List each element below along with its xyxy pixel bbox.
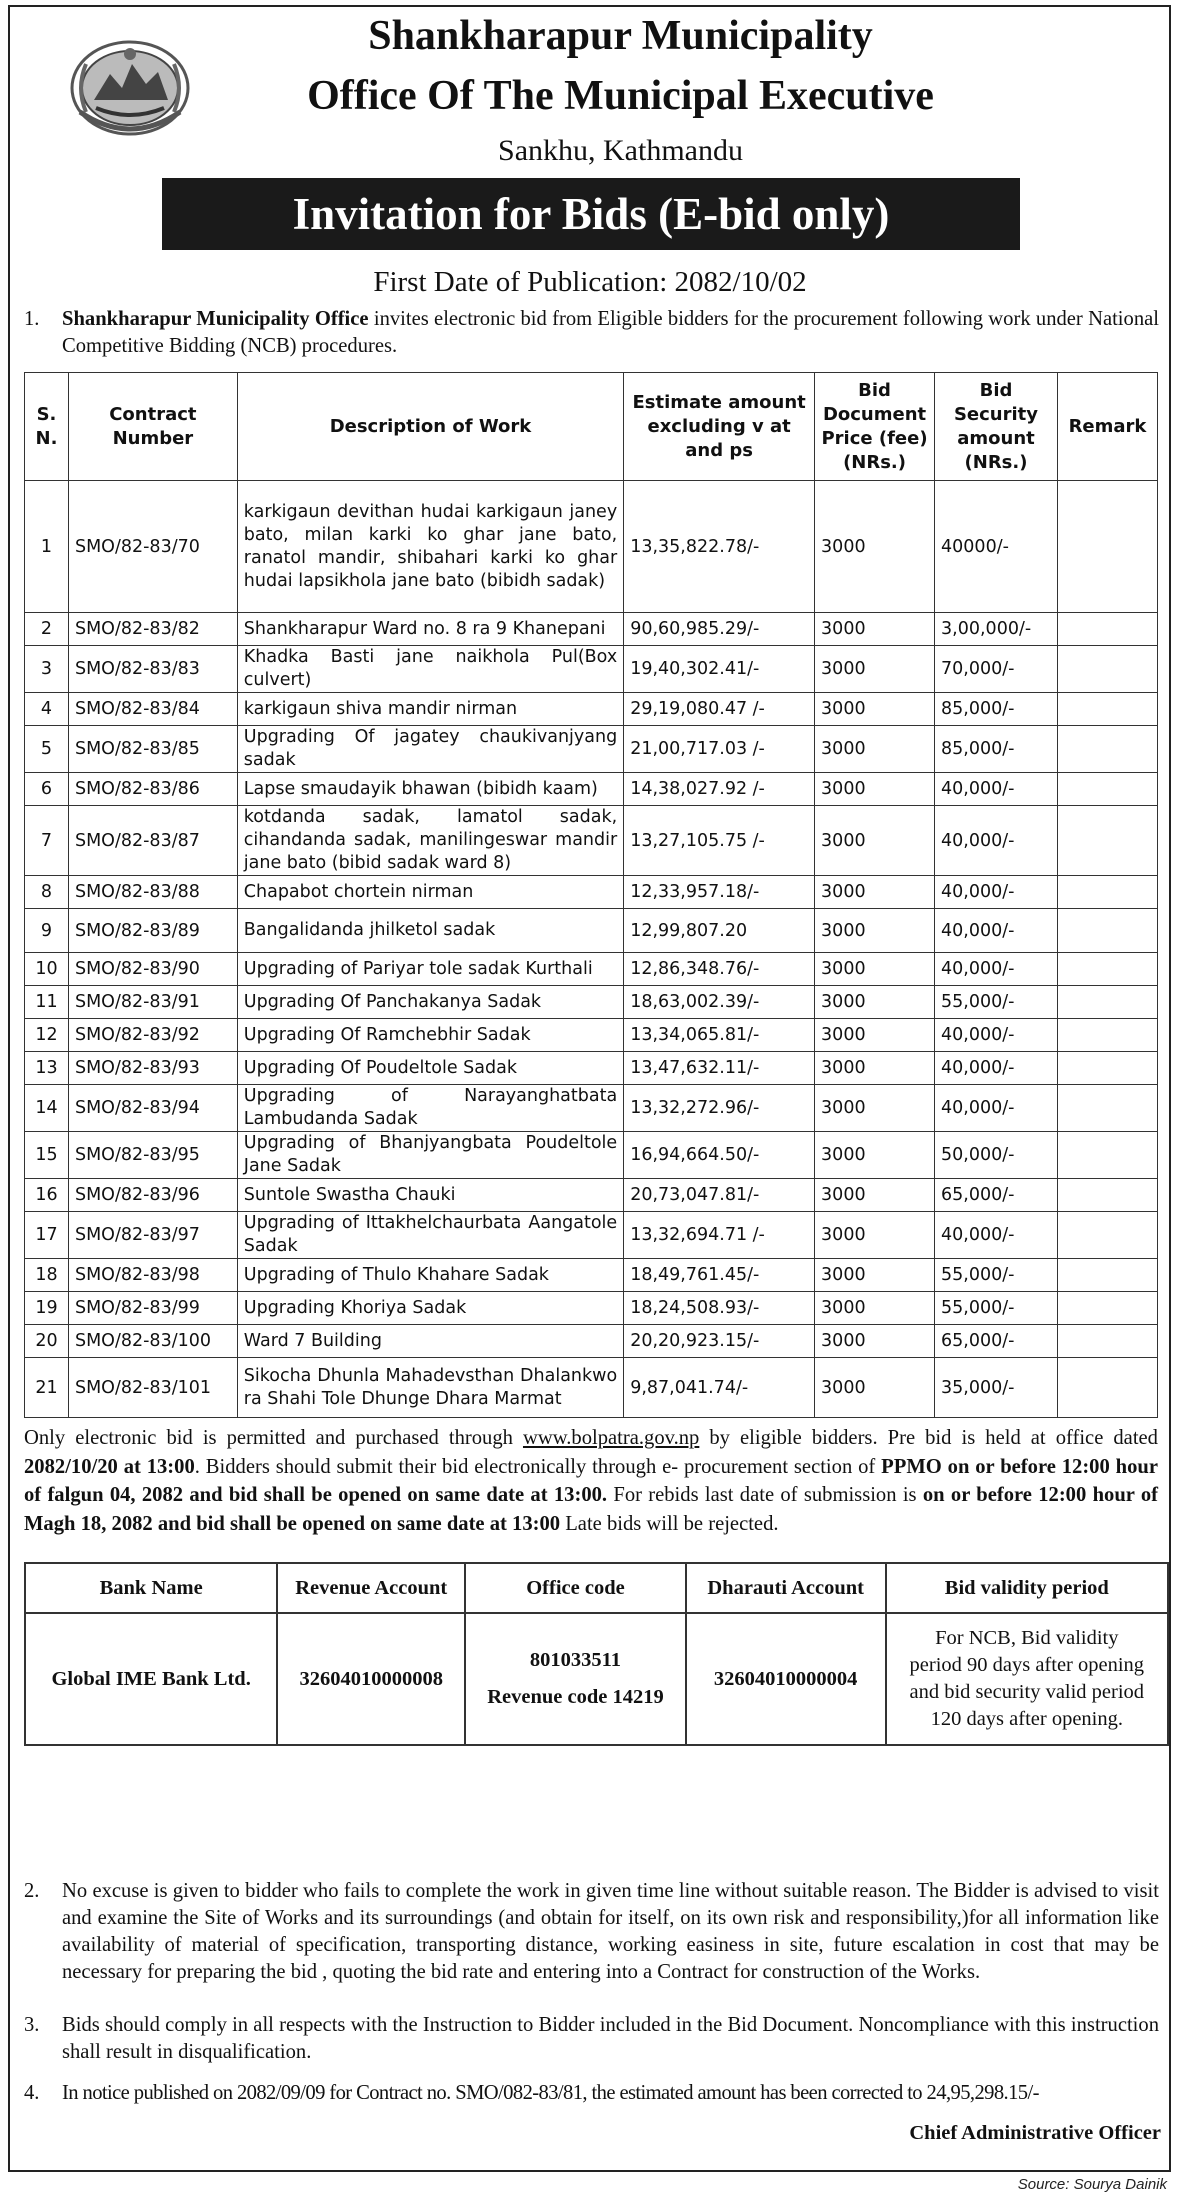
bid-col-header: S. N. — [25, 373, 69, 481]
intro-text: invites electronic bid from Eligible bidders for the procurement following work under National Competitive Bidding (NCB) procedures. — [62, 308, 1159, 357]
table-row — [25, 876, 1158, 909]
contract-number: SMO/82-83/97 — [68, 1212, 237, 1259]
remark — [1057, 909, 1157, 953]
contract-number: SMO/82-83/89 — [68, 909, 237, 953]
bid-document-fee: 3000 — [815, 773, 935, 806]
remark — [1057, 693, 1157, 726]
remark — [1057, 876, 1157, 909]
bid-col-header: Remark — [1057, 373, 1157, 481]
table-row — [25, 1325, 1158, 1358]
bid-security: 40,000/- — [935, 1052, 1058, 1085]
bid-security: 65,000/- — [935, 1325, 1058, 1358]
serial-number: 1 — [25, 481, 69, 613]
bid-document-fee: 3000 — [815, 1358, 935, 1418]
bid-security: 55,000/- — [935, 1259, 1058, 1292]
bank-col-header: Dharauti Account — [686, 1563, 886, 1613]
estimate-amount: 13,27,105.75 /- — [624, 806, 815, 876]
work-description: karkigaun devithan hudai karkigaun janey bato, milan karki ko ghar jane bato, ranatol mandir, shibahari karki ko ghar hudai lapsikhola jane bato (bibidh sadak) — [237, 481, 623, 613]
bid-document-fee: 3000 — [815, 646, 935, 693]
contract-number: SMO/82-83/87 — [68, 806, 237, 876]
contract-number: SMO/82-83/95 — [68, 1132, 237, 1179]
notice-text-5: Late bids will be rejected. — [560, 1512, 779, 1535]
serial-number: 11 — [25, 986, 69, 1019]
bid-security: 40000/- — [935, 481, 1058, 613]
table-row — [25, 1179, 1158, 1212]
bid-col-header: Bid Document Price (fee) (NRs.) — [815, 373, 935, 481]
work-description: Upgrading of Ittakhelchaurbata Aangatole Sadak — [237, 1212, 623, 1259]
bank-col-header: Office code — [465, 1563, 686, 1613]
work-description: Ward 7 Building — [237, 1325, 623, 1358]
remark — [1057, 986, 1157, 1019]
table-row — [25, 613, 1158, 646]
table-row — [25, 1085, 1158, 1132]
work-description: Lapse smaudayik bhawan (bibidh kaam) — [237, 773, 623, 806]
publication-date: First Date of Publication: 2082/10/02 — [373, 266, 807, 298]
table-row — [25, 1259, 1158, 1292]
estimate-amount: 18,49,761.45/- — [624, 1259, 815, 1292]
serial-number: 8 — [25, 876, 69, 909]
table-row — [25, 693, 1158, 726]
work-description: Upgrading Khoriya Sadak — [237, 1292, 623, 1325]
bid-table — [24, 372, 1158, 1418]
clause-number: 1. — [24, 308, 40, 330]
remark — [1057, 773, 1157, 806]
table-row — [25, 986, 1158, 1019]
work-description: Suntole Swastha Chauki — [237, 1179, 623, 1212]
contract-number: SMO/82-83/98 — [68, 1259, 237, 1292]
submission-notice — [24, 1424, 1158, 1538]
bank-name: Global IME Bank Ltd. — [25, 1613, 277, 1745]
table-row — [25, 1292, 1158, 1325]
work-description: Upgrading of Bhanjyangbata Poudeltole Jane Sadak — [237, 1132, 623, 1179]
bid-document-fee: 3000 — [815, 876, 935, 909]
table-row — [25, 1132, 1158, 1179]
bid-security: 40,000/- — [935, 1212, 1058, 1259]
bid-document-fee: 3000 — [815, 953, 935, 986]
bank-col-header: Revenue Account — [277, 1563, 465, 1613]
serial-number: 21 — [25, 1358, 69, 1418]
intro-lead: Shankharapur Municipality Office — [62, 308, 369, 330]
work-description: Upgrading Of Ramchebhir Sadak — [237, 1019, 623, 1052]
bank-table — [24, 1562, 1169, 1746]
estimate-amount: 13,34,065.81/- — [624, 1019, 815, 1052]
work-description: Khadka Basti jane naikhola Pul(Box culvert) — [237, 646, 623, 693]
table-row — [25, 1052, 1158, 1085]
bid-document-fee: 3000 — [815, 1325, 935, 1358]
estimate-amount: 18,63,002.39/- — [624, 986, 815, 1019]
estimate-amount: 21,00,717.03 /- — [624, 726, 815, 773]
contract-number: SMO/82-83/90 — [68, 953, 237, 986]
serial-number: 12 — [25, 1019, 69, 1052]
source-credit: Source: Sourya Dainik — [1017, 2176, 1167, 2193]
serial-number: 3 — [25, 646, 69, 693]
clause-text: Bids should comply in all respects with the Instruction to Bidder included in the Bid Document. Noncompliance with this instruction shall result in disqualification. — [62, 2014, 1159, 2063]
table-row — [25, 909, 1158, 953]
intro-paragraph — [24, 306, 1159, 360]
serial-number: 20 — [25, 1325, 69, 1358]
prebid-date: 2082/10/20 at 13:00 — [24, 1455, 195, 1478]
bid-security: 40,000/- — [935, 1085, 1058, 1132]
bid-col-header: Description of Work — [237, 373, 623, 481]
bid-security: 3,00,000/- — [935, 613, 1058, 646]
estimate-amount: 29,19,080.47 /- — [624, 693, 815, 726]
contract-number: SMO/82-83/85 — [68, 726, 237, 773]
signature-title: Chief Administrative Officer — [909, 2122, 1161, 2144]
clause-number: 3. — [24, 2014, 40, 2036]
bid-document-fee: 3000 — [815, 806, 935, 876]
bid-document-fee: 3000 — [815, 613, 935, 646]
serial-number: 9 — [25, 909, 69, 953]
remark — [1057, 1212, 1157, 1259]
estimate-amount: 12,33,957.18/- — [624, 876, 815, 909]
serial-number: 10 — [25, 953, 69, 986]
work-description: Upgrading of Thulo Khahare Sadak — [237, 1259, 623, 1292]
work-description: Sikocha Dhunla Mahadevsthan Dhalankwo ra Shahi Tole Dhunge Dhara Marmat — [237, 1358, 623, 1418]
estimate-amount: 12,99,807.20 — [624, 909, 815, 953]
serial-number: 16 — [25, 1179, 69, 1212]
bid-security: 40,000/- — [935, 806, 1058, 876]
bid-security: 50,000/- — [935, 1132, 1058, 1179]
bid-document-fee: 3000 — [815, 1052, 935, 1085]
serial-number: 19 — [25, 1292, 69, 1325]
bid-document-fee: 3000 — [815, 693, 935, 726]
bid-document-fee: 3000 — [815, 726, 935, 773]
contract-number: SMO/82-83/88 — [68, 876, 237, 909]
work-description: Upgrading of Narayanghatbata Lambudanda Sadak — [237, 1085, 623, 1132]
bid-validity: For NCB, Bid validity period 90 days after opening and bid security valid period 120 days after opening. — [886, 1613, 1168, 1745]
bid-security: 85,000/- — [935, 693, 1058, 726]
notice-banner: Invitation for Bids (E-bid only) — [162, 178, 1020, 250]
work-description: Upgrading Of Poudeltole Sadak — [237, 1052, 623, 1085]
contract-number: SMO/82-83/92 — [68, 1019, 237, 1052]
bid-security: 40,000/- — [935, 909, 1058, 953]
contract-number: SMO/82-83/94 — [68, 1085, 237, 1132]
bid-col-header: Estimate amount excluding v at and ps — [624, 373, 815, 481]
bid-document-fee: 3000 — [815, 1292, 935, 1325]
work-description: Upgrading of Pariyar tole sadak Kurthali — [237, 953, 623, 986]
clause-4 — [24, 2080, 1159, 2107]
bid-document-fee: 3000 — [815, 1212, 935, 1259]
estimate-amount: 90,60,985.29/- — [624, 613, 815, 646]
estimate-amount: 16,94,664.50/- — [624, 1132, 815, 1179]
contract-number: SMO/82-83/82 — [68, 613, 237, 646]
revenue-code: Revenue code 14219 — [487, 1686, 664, 1708]
estimate-amount: 13,32,694.71 /- — [624, 1212, 815, 1259]
revenue-account: 32604010000008 — [277, 1613, 465, 1745]
office-code-cell — [465, 1613, 686, 1745]
bid-table-body — [25, 481, 1158, 1418]
bid-security: 85,000/- — [935, 726, 1058, 773]
contract-number: SMO/82-83/91 — [68, 986, 237, 1019]
contract-number: SMO/82-83/100 — [68, 1325, 237, 1358]
remark — [1057, 646, 1157, 693]
municipality-title: Shankharapur Municipality — [368, 13, 873, 59]
remark — [1057, 953, 1157, 986]
work-description: Upgrading Of Panchakanya Sadak — [237, 986, 623, 1019]
office-code: 801033511 — [529, 1649, 622, 1671]
bid-security: 40,000/- — [935, 953, 1058, 986]
estimate-amount: 20,73,047.81/- — [624, 1179, 815, 1212]
contract-number: SMO/82-83/70 — [68, 481, 237, 613]
table-row — [25, 1212, 1158, 1259]
notice-text-4: For rebids last date of submission is — [607, 1484, 923, 1506]
location-subtitle: Sankhu, Kathmandu — [498, 134, 743, 167]
estimate-amount: 13,32,272.96/- — [624, 1085, 815, 1132]
bid-security: 55,000/- — [935, 1292, 1058, 1325]
estimate-amount: 12,86,348.76/- — [624, 953, 815, 986]
remark — [1057, 1052, 1157, 1085]
bid-document-fee: 3000 — [815, 1085, 935, 1132]
estimate-amount: 14,38,027.92 /- — [624, 773, 815, 806]
work-description: Chapabot chortein nirman — [237, 876, 623, 909]
bid-security: 70,000/- — [935, 646, 1058, 693]
remark — [1057, 806, 1157, 876]
serial-number: 14 — [25, 1085, 69, 1132]
clause-number: 4. — [24, 2082, 40, 2104]
remark — [1057, 1292, 1157, 1325]
bid-security: 40,000/- — [935, 1019, 1058, 1052]
bid-security: 35,000/- — [935, 1358, 1058, 1418]
bid-document-fee: 3000 — [815, 1019, 935, 1052]
estimate-amount: 20,20,923.15/- — [624, 1325, 815, 1358]
contract-number: SMO/82-83/84 — [68, 693, 237, 726]
serial-number: 7 — [25, 806, 69, 876]
clause-2 — [24, 1878, 1159, 1986]
bid-col-header: Contract Number — [68, 373, 237, 481]
clause-number: 2. — [24, 1880, 40, 1902]
bank-col-header: Bank Name — [25, 1563, 277, 1613]
table-row — [25, 481, 1158, 613]
work-description: kotdanda sadak, lamatol sadak, cihandanda sadak, manilingeswar mandir jane bato (bibid sadak ward 8) — [237, 806, 623, 876]
bid-security: 65,000/- — [935, 1179, 1058, 1212]
table-row — [25, 646, 1158, 693]
remark — [1057, 1358, 1157, 1418]
serial-number: 5 — [25, 726, 69, 773]
notice-text-1: Only electronic bid is permitted and purchased through — [24, 1427, 523, 1449]
table-row — [25, 726, 1158, 773]
work-description: Upgrading Of jagatey chaukivanjyang sadak — [237, 726, 623, 773]
estimate-amount: 18,24,508.93/- — [624, 1292, 815, 1325]
estimate-amount: 19,40,302.41/- — [624, 646, 815, 693]
bid-document-fee: 3000 — [815, 986, 935, 1019]
bank-col-header: Bid validity period — [886, 1563, 1168, 1613]
contract-number: SMO/82-83/101 — [68, 1358, 237, 1418]
serial-number: 15 — [25, 1132, 69, 1179]
remark — [1057, 613, 1157, 646]
contract-number: SMO/82-83/86 — [68, 773, 237, 806]
clause-text: In notice published on 2082/09/09 for Contract no. SMO/082-83/81, the estimated amount has been corrected to 24,95,298.15/- — [62, 2082, 1039, 2104]
work-description: karkigaun shiva mandir nirman — [237, 693, 623, 726]
estimate-amount: 13,47,632.11/- — [624, 1052, 815, 1085]
remark — [1057, 1132, 1157, 1179]
bid-document-fee: 3000 — [815, 1179, 935, 1212]
bid-table-header — [25, 373, 1158, 481]
bid-document-fee: 3000 — [815, 1132, 935, 1179]
bolpatra-link[interactable]: www.bolpatra.gov.np — [522, 1427, 700, 1449]
table-row — [25, 1019, 1158, 1052]
contract-number: SMO/82-83/93 — [68, 1052, 237, 1085]
table-row — [25, 953, 1158, 986]
bid-col-header: Bid Security amount (NRs.) — [935, 373, 1058, 481]
work-description: Shankharapur Ward no. 8 ra 9 Khanepani — [237, 613, 623, 646]
remark — [1057, 1019, 1157, 1052]
estimate-amount: 13,35,822.78/- — [624, 481, 815, 613]
remark — [1057, 726, 1157, 773]
clause-text: No excuse is given to bidder who fails to complete the work in given time line without suitable reason. The Bidder is advised to visit and examine the Site of Works and its surroundings (and obtain for itself, on its own risk and responsibility,)for all information like availability of material of specification, transporting distance, working easiness in site, future escalation in cost that may be necessary for preparing the bid , quoting the bid rate and entering into a Contract for construction of the Works. — [62, 1880, 1159, 1983]
rebid-deadline: on or before 12:00 hour of Magh 18, 2082 and bid shall be opened on same date at 13:00 — [24, 1484, 1158, 1535]
bank-row — [25, 1613, 1168, 1745]
contract-number: SMO/82-83/99 — [68, 1292, 237, 1325]
table-row — [25, 773, 1158, 806]
estimate-amount: 9,87,041.74/- — [624, 1358, 815, 1418]
bid-security: 40,000/- — [935, 876, 1058, 909]
table-row — [25, 1358, 1158, 1418]
bank-table-header — [25, 1563, 1168, 1613]
serial-number: 18 — [25, 1259, 69, 1292]
serial-number: 17 — [25, 1212, 69, 1259]
bid-document-fee: 3000 — [815, 1259, 935, 1292]
submission-deadline: PPMO on or before 12:00 hour of falgun 04, 2082 and bid shall be opened on same date at 13:00. — [24, 1455, 1158, 1506]
bid-document-fee: 3000 — [815, 481, 935, 613]
bid-document-fee: 3000 — [815, 909, 935, 953]
bid-security: 55,000/- — [935, 986, 1058, 1019]
remark — [1057, 1259, 1157, 1292]
dharauti-account: 32604010000004 — [686, 1613, 886, 1745]
remark — [1057, 1179, 1157, 1212]
serial-number: 6 — [25, 773, 69, 806]
contract-number: SMO/82-83/96 — [68, 1179, 237, 1212]
office-title: Office Of The Municipal Executive — [307, 73, 934, 119]
work-description: Bangalidanda jhilketol sadak — [237, 909, 623, 953]
serial-number: 2 — [25, 613, 69, 646]
notice-text-2: by eligible bidders. Pre bid is held at office dated — [699, 1427, 1158, 1449]
remark — [1057, 1325, 1157, 1358]
serial-number: 4 — [25, 693, 69, 726]
clause-3 — [24, 2012, 1159, 2066]
bid-security: 40,000/- — [935, 773, 1058, 806]
notice-text-3: . Bidders should submit their bid electronically through e- procurement section of — [194, 1455, 882, 1478]
remark — [1057, 1085, 1157, 1132]
serial-number: 13 — [25, 1052, 69, 1085]
contract-number: SMO/82-83/83 — [68, 646, 237, 693]
remark — [1057, 481, 1157, 613]
table-row — [25, 806, 1158, 876]
